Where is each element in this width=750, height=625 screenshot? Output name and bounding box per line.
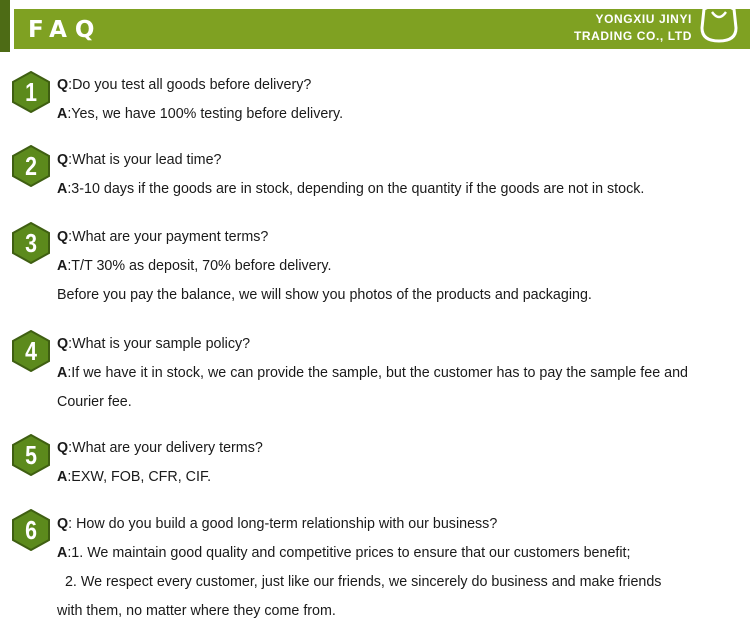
question-text: :What is your lead time? (68, 152, 222, 168)
badge-number: 5 (25, 440, 37, 470)
company-name-line-1: YONGXIU JINYI (595, 12, 692, 26)
number-badge (12, 434, 50, 476)
answer-prefix: A (57, 545, 68, 561)
question-line (57, 514, 497, 534)
question-text: : How do you build a good long-term relationship with our business? (68, 516, 498, 532)
question-line (57, 334, 250, 354)
page-title: FAQ (28, 17, 103, 43)
number-badge (12, 330, 50, 372)
company-name-line-2: TRADING CO., LTD (573, 29, 692, 43)
answer-prefix: A (57, 106, 68, 122)
answer-line (57, 256, 331, 276)
answer-prefix: A (57, 258, 68, 274)
answer-prefix: A (57, 469, 68, 485)
question-line (57, 438, 263, 458)
question-prefix: Q (57, 152, 69, 168)
answer-continuation: Before you pay the balance, we will show you photos of the products and packaging. (57, 287, 592, 303)
question-prefix: Q (57, 336, 69, 352)
answer-prefix: A (57, 181, 68, 197)
shopping-bag-icon (698, 0, 740, 44)
answer-text: :Yes, we have 100% testing before delivery. (67, 106, 344, 122)
company-name (492, 11, 692, 45)
question-prefix: Q (57, 440, 69, 456)
answer-line (57, 104, 343, 124)
faq-header-banner (0, 0, 750, 52)
answer-prefix: A (57, 365, 68, 381)
question-line (57, 227, 268, 247)
answer-continuation: with them, no matter where they come from. (57, 603, 336, 619)
answer-continuation: 2. We respect every customer, just like our friends, we sincerely do business and make friends (57, 574, 662, 590)
badge-number: 2 (25, 151, 37, 181)
question-text: :Do you test all goods before delivery? (68, 77, 312, 93)
question-text: :What are your payment terms? (68, 229, 269, 245)
answer-line (57, 179, 644, 199)
number-badge (12, 509, 50, 551)
question-line (57, 150, 221, 170)
question-line (57, 75, 311, 95)
question-text: :What are your delivery terms? (68, 440, 263, 456)
answer-line (57, 543, 631, 563)
badge-number: 4 (25, 336, 37, 366)
number-badge (12, 145, 50, 187)
number-badge (12, 222, 50, 264)
badge-number: 6 (25, 515, 37, 545)
answer-text: :3-10 days if the goods are in stock, depending on the quantity if the goods are not in stock. (67, 181, 645, 197)
question-text: :What is your sample policy? (68, 336, 251, 352)
banner-edge-accent (0, 0, 10, 52)
question-prefix: Q (57, 77, 69, 93)
answer-text: :T/T 30% as deposit, 70% before delivery. (67, 258, 332, 274)
question-prefix: Q (57, 229, 69, 245)
answer-text: :EXW, FOB, CFR, CIF. (67, 469, 212, 485)
badge-number: 3 (25, 228, 37, 258)
badge-number: 1 (25, 77, 37, 107)
number-badge (12, 71, 50, 113)
answer-continuation: Courier fee. (57, 394, 132, 410)
answer-text: :If we have it in stock, we can provide the sample, but the customer has to pay the sample fee and (67, 365, 688, 381)
answer-line (57, 363, 688, 383)
answer-line (57, 467, 211, 487)
answer-text: :1. We maintain good quality and competitive prices to ensure that our customers benefit; (67, 545, 631, 561)
question-prefix: Q (57, 516, 69, 532)
